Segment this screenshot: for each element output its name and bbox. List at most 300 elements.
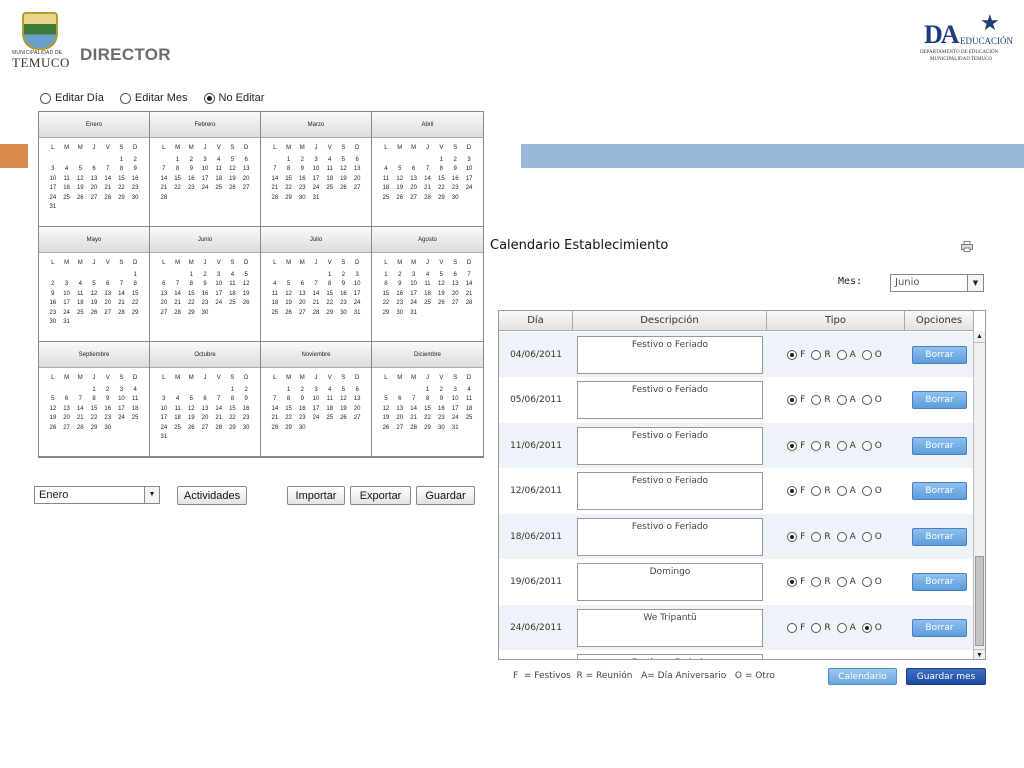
calendar-day[interactable]: 27: [298, 309, 306, 316]
calendar-day[interactable]: 22: [438, 185, 445, 191]
calendar-day[interactable]: 14: [424, 175, 431, 182]
calendar-day[interactable]: 6: [203, 396, 207, 402]
calendar-day[interactable]: 11: [174, 405, 181, 412]
calendar-day[interactable]: 31: [49, 204, 57, 210]
calendar-day[interactable]: 3: [411, 271, 416, 278]
calendar-day[interactable]: 11: [229, 281, 236, 287]
calendar-day[interactable]: 6: [300, 281, 304, 287]
calendar-day[interactable]: 18: [76, 300, 84, 306]
calendar-day[interactable]: 15: [424, 405, 431, 412]
calendar-day[interactable]: 25: [229, 300, 236, 306]
calendar-day[interactable]: 1: [189, 271, 193, 278]
calendar-day[interactable]: 13: [298, 290, 306, 297]
calendar-day[interactable]: 20: [201, 415, 209, 421]
calendar-day[interactable]: 1: [328, 271, 332, 278]
calendar-day[interactable]: 9: [300, 166, 304, 172]
calendar-day[interactable]: 22: [90, 415, 98, 421]
calendar-day[interactable]: 13: [353, 396, 361, 402]
calendar-day[interactable]: 28: [104, 194, 112, 201]
calendar-day[interactable]: 3: [119, 386, 124, 393]
calendar-day[interactable]: 29: [187, 309, 195, 316]
calendar-day[interactable]: 16: [242, 405, 250, 412]
calendar-day[interactable]: 3: [314, 156, 318, 163]
calendar-day[interactable]: 2: [300, 386, 304, 393]
calendar-day[interactable]: 19: [242, 290, 250, 297]
calendar-day[interactable]: 28: [118, 309, 125, 316]
tipo-radio[interactable]: [811, 350, 821, 360]
calendar-day[interactable]: 12: [229, 166, 236, 172]
calendar-day[interactable]: 16: [131, 175, 139, 182]
calendar-day[interactable]: 26: [229, 185, 236, 191]
calendar-day[interactable]: 15: [285, 175, 292, 182]
calendar-day[interactable]: 14: [215, 405, 223, 412]
calendar-day[interactable]: 11: [215, 166, 222, 172]
calendar-day[interactable]: 27: [90, 194, 98, 201]
calendar-day[interactable]: 26: [76, 194, 84, 201]
calendar-day[interactable]: 8: [286, 396, 291, 402]
calendar-day[interactable]: 5: [286, 281, 291, 287]
calendar-day[interactable]: 2: [133, 156, 137, 163]
calendar-day[interactable]: 29: [118, 194, 125, 201]
tipo-radio[interactable]: [862, 577, 872, 587]
calendar-day[interactable]: 1: [384, 271, 388, 278]
tipo-radio[interactable]: [811, 441, 821, 451]
calendar-day[interactable]: 15: [131, 290, 139, 297]
calendar-day[interactable]: 11: [326, 166, 333, 172]
calendar-day[interactable]: 20: [451, 290, 459, 297]
calendar-day[interactable]: 11: [424, 281, 431, 287]
calendar-day[interactable]: 26: [340, 415, 347, 421]
calendar-day[interactable]: 2: [439, 386, 444, 393]
calendar-day[interactable]: 28: [424, 194, 431, 201]
calendar-day[interactable]: 14: [118, 290, 125, 297]
tipo-radio[interactable]: [811, 395, 821, 405]
calendar-day[interactable]: 29: [131, 309, 139, 316]
calendar-day[interactable]: 28: [215, 424, 223, 431]
tipo-radio[interactable]: [862, 350, 872, 360]
calendar-day[interactable]: 30: [451, 194, 459, 201]
calendar-day[interactable]: 23: [201, 300, 209, 306]
chevron-down-icon[interactable]: ▼: [144, 487, 159, 503]
calendar-day[interactable]: 5: [384, 396, 388, 402]
calendar-day[interactable]: 22: [285, 185, 292, 191]
calendar-day[interactable]: 16: [298, 175, 306, 182]
calendar-day[interactable]: 7: [467, 271, 471, 278]
calendar-day[interactable]: 1: [439, 156, 444, 163]
calendar-day[interactable]: 14: [174, 290, 181, 297]
calendar-day[interactable]: 3: [162, 396, 166, 402]
calendar-day[interactable]: 1: [92, 386, 96, 393]
calendar-day[interactable]: 22: [131, 300, 139, 306]
calendar-day[interactable]: 4: [230, 271, 235, 278]
calendar-day[interactable]: 1: [175, 156, 180, 163]
calendar-day[interactable]: 2: [341, 271, 346, 278]
calendar-day[interactable]: 27: [160, 309, 168, 316]
calendar-day[interactable]: 4: [133, 386, 137, 393]
calendar-day[interactable]: 24: [312, 185, 320, 191]
edit-mode-option[interactable]: [120, 92, 188, 104]
calendar-day[interactable]: 9: [398, 281, 402, 287]
calendar-day[interactable]: 1: [230, 386, 235, 393]
actividades-button[interactable]: Actividades: [177, 486, 247, 505]
calendar-day[interactable]: 20: [298, 300, 306, 306]
calendar-day[interactable]: 14: [465, 281, 473, 287]
calendar-day[interactable]: 27: [410, 194, 417, 201]
scroll-thumb[interactable]: [975, 556, 984, 646]
calendar-day[interactable]: 30: [438, 424, 445, 431]
calendar-day[interactable]: 15: [229, 405, 236, 412]
calendar-day[interactable]: 18: [215, 175, 223, 182]
calendar-day[interactable]: 26: [382, 424, 390, 431]
calendar-day[interactable]: 5: [189, 396, 193, 402]
calendar-day[interactable]: 7: [425, 166, 430, 172]
borrar-button[interactable]: Borrar: [912, 482, 967, 500]
calendar-day[interactable]: 21: [215, 415, 223, 421]
calendar-day[interactable]: 5: [341, 156, 346, 163]
calendar-day[interactable]: 25: [326, 415, 334, 421]
calendar-day[interactable]: 24: [118, 415, 125, 421]
calendar-day[interactable]: 31: [160, 434, 168, 440]
calendar-day[interactable]: 19: [285, 300, 292, 306]
tipo-radio[interactable]: [862, 623, 872, 633]
calendar-day[interactable]: 28: [312, 309, 320, 316]
tipo-radio[interactable]: [862, 441, 872, 451]
calendar-day[interactable]: 19: [76, 185, 84, 191]
calendar-day[interactable]: 5: [341, 386, 346, 393]
calendar-day[interactable]: 21: [271, 185, 279, 191]
tipo-radio[interactable]: [811, 577, 821, 587]
calendar-day[interactable]: 11: [77, 290, 84, 297]
calendar-day[interactable]: 12: [49, 405, 57, 412]
calendar-day[interactable]: 1: [133, 271, 137, 278]
edit-mode-option[interactable]: [40, 92, 104, 104]
calendar-day[interactable]: 7: [273, 396, 277, 402]
calendar-day[interactable]: 5: [230, 156, 235, 163]
calendar-day[interactable]: 18: [174, 415, 181, 421]
calendar-day[interactable]: 10: [410, 281, 417, 287]
calendar-day[interactable]: 27: [201, 424, 209, 431]
calendar-day[interactable]: 6: [64, 396, 69, 402]
calendar-day[interactable]: 22: [285, 415, 292, 421]
calendar-day[interactable]: 4: [328, 386, 332, 393]
tipo-radio[interactable]: [787, 486, 797, 496]
calendar-day[interactable]: 16: [451, 175, 459, 182]
calendar-day[interactable]: 13: [104, 290, 112, 297]
calendar-day[interactable]: 2: [51, 281, 55, 287]
calendar-day[interactable]: 6: [92, 166, 96, 172]
tipo-radio[interactable]: [787, 623, 797, 633]
calendar-day[interactable]: 29: [424, 424, 431, 431]
calendar-day[interactable]: 20: [353, 405, 361, 412]
calendar-day[interactable]: 5: [78, 166, 82, 172]
description-field[interactable]: Festivo o Feriado: [577, 472, 763, 510]
calendar-day[interactable]: 1: [286, 156, 291, 163]
calendar-day[interactable]: 30: [104, 424, 112, 431]
calendar-day[interactable]: 30: [49, 319, 57, 325]
calendar-day[interactable]: 9: [341, 281, 346, 287]
calendar-day[interactable]: 3: [314, 386, 318, 393]
calendar-day[interactable]: 22: [118, 185, 125, 191]
calendar-day[interactable]: 21: [160, 185, 168, 191]
borrar-button[interactable]: Borrar: [912, 391, 967, 409]
description-field[interactable]: Festivo o Feriado: [577, 381, 763, 419]
borrar-button[interactable]: Borrar: [912, 573, 967, 591]
calendar-day[interactable]: 30: [298, 194, 306, 201]
tipo-radio[interactable]: [862, 395, 872, 405]
calendar-day[interactable]: 27: [396, 424, 404, 431]
calendar-day[interactable]: 23: [298, 185, 306, 191]
calendar-day[interactable]: 9: [300, 396, 304, 402]
calendar-day[interactable]: 4: [273, 281, 277, 287]
calendar-day[interactable]: 9: [51, 290, 55, 297]
calendar-day[interactable]: 18: [229, 290, 236, 297]
calendar-day[interactable]: 25: [63, 194, 70, 201]
calendar-day[interactable]: 24: [451, 415, 459, 421]
calendar-day[interactable]: 23: [340, 300, 347, 306]
radio-icon[interactable]: [204, 93, 215, 104]
description-field[interactable]: [577, 654, 763, 660]
calendar-day[interactable]: 16: [104, 405, 112, 412]
calendar-day[interactable]: 24: [63, 309, 70, 316]
calendar-day[interactable]: 2: [244, 386, 248, 393]
calendar-day[interactable]: 8: [328, 281, 332, 287]
tipo-radio[interactable]: [787, 577, 797, 587]
calendario-button[interactable]: Calendario: [828, 668, 897, 685]
calendar-day[interactable]: 28: [160, 194, 168, 201]
calendar-day[interactable]: 2: [300, 156, 304, 163]
calendar-day[interactable]: 4: [64, 166, 69, 172]
calendar-day[interactable]: 1: [286, 386, 291, 393]
calendar-day[interactable]: 6: [244, 156, 248, 163]
calendar-day[interactable]: 11: [271, 290, 278, 297]
calendar-day[interactable]: 15: [438, 175, 445, 182]
scrollbar[interactable]: [973, 331, 985, 660]
calendar-day[interactable]: 3: [467, 156, 471, 163]
calendar-day[interactable]: 11: [382, 175, 390, 182]
tipo-radio[interactable]: [837, 395, 847, 405]
calendar-day[interactable]: 20: [410, 185, 417, 191]
tipo-radio[interactable]: [837, 623, 847, 633]
calendar-day[interactable]: 15: [285, 405, 292, 412]
calendar-day[interactable]: 11: [63, 175, 70, 182]
description-field[interactable]: We Tripantü: [577, 609, 763, 647]
calendar-day[interactable]: 26: [438, 300, 445, 306]
calendar-day[interactable]: 3: [64, 281, 69, 287]
tipo-radio[interactable]: [837, 577, 847, 587]
tipo-radio[interactable]: [837, 486, 847, 496]
calendar-day[interactable]: 21: [410, 415, 417, 421]
calendar-day[interactable]: 16: [298, 405, 306, 412]
calendar-day[interactable]: 9: [189, 166, 193, 172]
calendar-day[interactable]: 25: [271, 309, 279, 316]
calendar-day[interactable]: 25: [174, 424, 181, 431]
calendar-day[interactable]: 26: [90, 309, 98, 316]
calendar-day[interactable]: 12: [396, 175, 404, 182]
calendar-day[interactable]: 27: [104, 309, 112, 316]
calendar-day[interactable]: 23: [131, 185, 139, 191]
calendar-day[interactable]: 23: [438, 415, 445, 421]
calendar-day[interactable]: 19: [340, 405, 347, 412]
calendar-day[interactable]: 15: [118, 175, 125, 182]
calendar-day[interactable]: 6: [106, 281, 110, 287]
calendar-day[interactable]: 18: [63, 185, 70, 191]
calendar-day[interactable]: 25: [465, 415, 473, 421]
calendar-day[interactable]: 6: [355, 156, 359, 163]
calendar-day[interactable]: 14: [271, 175, 279, 182]
calendar-day[interactable]: 22: [424, 415, 431, 421]
calendar-day[interactable]: 17: [410, 290, 417, 297]
calendar-day[interactable]: 20: [160, 300, 168, 306]
calendar-day[interactable]: 20: [104, 300, 112, 306]
tipo-radio[interactable]: [837, 350, 847, 360]
calendar-day[interactable]: 2: [189, 156, 193, 163]
calendar-day[interactable]: 1: [119, 156, 124, 163]
calendar-day[interactable]: 30: [131, 194, 139, 201]
calendar-day[interactable]: 24: [201, 185, 209, 191]
calendar-day[interactable]: 8: [384, 281, 388, 287]
calendar-day[interactable]: 7: [119, 281, 124, 287]
calendar-day[interactable]: 20: [90, 185, 98, 191]
calendar-day[interactable]: 10: [215, 281, 223, 287]
calendar-day[interactable]: 26: [242, 300, 250, 306]
calendar-day[interactable]: 27: [353, 415, 361, 421]
calendar-day[interactable]: 12: [90, 290, 98, 297]
calendar-day[interactable]: 21: [104, 185, 112, 191]
calendar-day[interactable]: 8: [439, 166, 444, 172]
calendar-day[interactable]: 16: [49, 300, 57, 306]
calendar-day[interactable]: 18: [382, 185, 390, 191]
tipo-radio[interactable]: [811, 486, 821, 496]
calendar-day[interactable]: 29: [90, 424, 98, 431]
calendar-day[interactable]: 14: [160, 175, 168, 182]
calendar-day[interactable]: 18: [326, 175, 334, 182]
calendar-day[interactable]: 18: [271, 300, 279, 306]
calendar-day[interactable]: 4: [78, 281, 82, 287]
calendar-day[interactable]: 24: [353, 300, 361, 306]
calendar-day[interactable]: 12: [438, 281, 445, 287]
borrar-button[interactable]: Borrar: [912, 528, 967, 546]
calendar-day[interactable]: 27: [242, 185, 250, 191]
calendar-day[interactable]: 26: [285, 309, 292, 316]
calendar-day[interactable]: 23: [242, 415, 250, 421]
calendar-day[interactable]: 7: [411, 396, 416, 402]
calendar-day[interactable]: 22: [229, 415, 236, 421]
calendar-day[interactable]: 16: [438, 405, 445, 412]
calendar-day[interactable]: 4: [467, 386, 471, 393]
calendar-day[interactable]: 10: [451, 396, 459, 402]
calendar-day[interactable]: 10: [312, 166, 320, 172]
month-select[interactable]: [34, 486, 160, 504]
calendar-day[interactable]: 23: [49, 309, 57, 316]
calendar-day[interactable]: 10: [353, 281, 361, 287]
calendar-day[interactable]: 20: [242, 175, 250, 182]
calendar-day[interactable]: 17: [312, 175, 320, 182]
scroll-up-icon[interactable]: ▲: [974, 331, 985, 343]
calendar-day[interactable]: 17: [118, 405, 125, 412]
calendar-day[interactable]: 23: [451, 185, 459, 191]
calendar-day[interactable]: 20: [396, 415, 404, 421]
tipo-radio[interactable]: [811, 532, 821, 542]
calendar-day[interactable]: 21: [271, 415, 279, 421]
calendar-day[interactable]: 14: [76, 405, 84, 412]
calendar-day[interactable]: 8: [425, 396, 430, 402]
calendar-day[interactable]: 30: [396, 309, 404, 316]
tipo-radio[interactable]: [811, 623, 821, 633]
calendar-day[interactable]: 12: [382, 405, 390, 412]
calendar-day[interactable]: 12: [242, 281, 250, 287]
calendar-day[interactable]: 30: [201, 309, 209, 316]
tipo-radio[interactable]: [787, 441, 797, 451]
calendar-day[interactable]: 12: [187, 405, 195, 412]
calendar-day[interactable]: 19: [90, 300, 98, 306]
calendar-day[interactable]: 5: [398, 166, 402, 172]
calendar-day[interactable]: 14: [312, 290, 320, 297]
calendar-day[interactable]: 6: [162, 281, 166, 287]
calendar-day[interactable]: 8: [119, 166, 124, 172]
calendar-day[interactable]: 19: [49, 415, 57, 421]
calendar-day[interactable]: 24: [312, 415, 320, 421]
calendar-day[interactable]: 3: [51, 166, 55, 172]
calendar-day[interactable]: 12: [76, 175, 84, 182]
radio-icon[interactable]: [40, 93, 51, 104]
calendar-day[interactable]: 26: [396, 194, 404, 201]
tipo-radio[interactable]: [787, 532, 797, 542]
calendar-day[interactable]: 9: [453, 166, 457, 172]
calendar-day[interactable]: 9: [244, 396, 248, 402]
calendar-day[interactable]: 2: [453, 156, 457, 163]
mes-select[interactable]: [890, 274, 984, 292]
calendar-day[interactable]: 14: [104, 175, 112, 182]
tipo-radio[interactable]: [787, 395, 797, 405]
calendar-day[interactable]: 13: [353, 166, 361, 172]
calendar-day[interactable]: 8: [189, 281, 193, 287]
calendar-day[interactable]: 3: [355, 271, 359, 278]
calendar-day[interactable]: 11: [465, 396, 473, 402]
calendar-day[interactable]: 22: [187, 300, 195, 306]
calendar-day[interactable]: 19: [229, 175, 236, 182]
calendar-day[interactable]: 29: [438, 194, 445, 201]
calendar-day[interactable]: 4: [175, 396, 180, 402]
calendar-day[interactable]: 2: [203, 271, 207, 278]
calendar-day[interactable]: 28: [76, 424, 84, 431]
calendar-day[interactable]: 28: [271, 424, 279, 431]
calendar-day[interactable]: 25: [424, 300, 431, 306]
calendar-day[interactable]: 4: [328, 156, 332, 163]
borrar-button[interactable]: Borrar: [912, 346, 967, 364]
calendar-day[interactable]: 14: [410, 405, 417, 412]
calendar-day[interactable]: 30: [340, 309, 347, 316]
calendar-day[interactable]: 9: [203, 281, 207, 287]
calendar-day[interactable]: 6: [398, 396, 402, 402]
calendar-day[interactable]: 17: [63, 300, 70, 306]
edit-mode-option[interactable]: [204, 92, 265, 104]
calendar-day[interactable]: 13: [396, 405, 404, 412]
calendar-day[interactable]: 9: [133, 166, 137, 172]
calendar-day[interactable]: 11: [132, 396, 139, 402]
calendar-day[interactable]: 31: [451, 424, 459, 431]
calendar-day[interactable]: 22: [174, 185, 181, 191]
calendar-day[interactable]: 29: [285, 424, 292, 431]
calendar-day[interactable]: 26: [340, 185, 347, 191]
calendar-day[interactable]: 8: [286, 166, 291, 172]
calendar-day[interactable]: 8: [133, 281, 137, 287]
calendar-day[interactable]: 25: [215, 185, 223, 191]
calendar-day[interactable]: 4: [384, 166, 388, 172]
calendar-day[interactable]: 7: [162, 166, 166, 172]
description-field[interactable]: Festivo o Feriado: [577, 518, 763, 556]
calendar-day[interactable]: 15: [187, 290, 195, 297]
calendar-day[interactable]: 21: [465, 290, 473, 297]
